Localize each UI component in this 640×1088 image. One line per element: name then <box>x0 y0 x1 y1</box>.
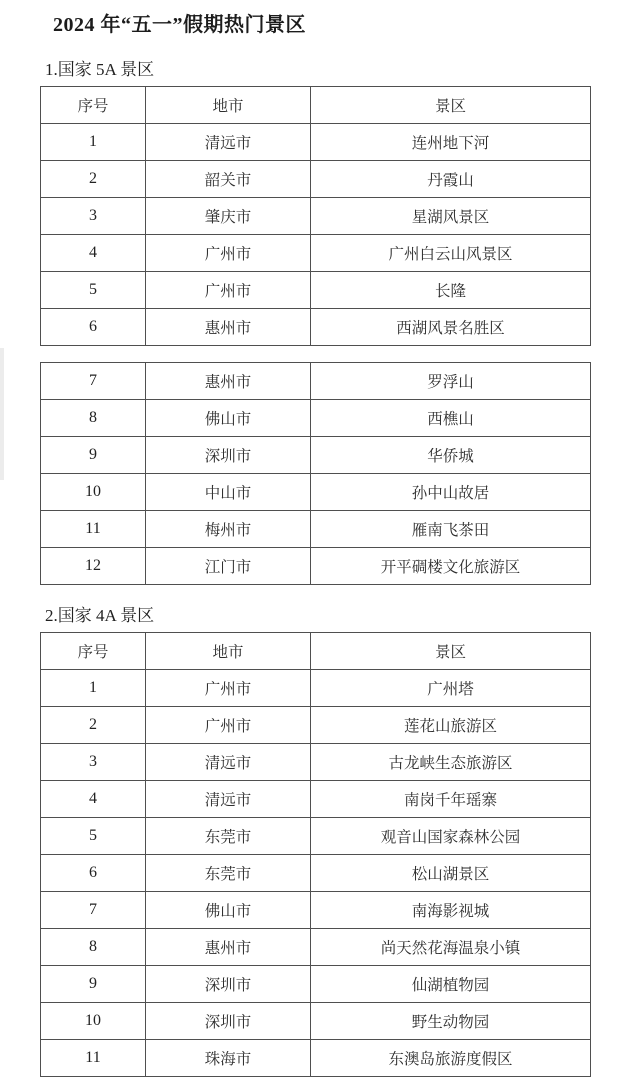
table-row <box>41 235 591 272</box>
column-header: 景区 <box>311 633 591 670</box>
cell-scenic: 仙湖植物园 <box>311 966 591 1003</box>
cell-index: 9 <box>41 966 146 1003</box>
cell-scenic: 广州白云山风景区 <box>311 235 591 272</box>
table-row <box>41 1003 591 1040</box>
cell-index: 9 <box>41 437 146 474</box>
cell-scenic: 长隆 <box>311 272 591 309</box>
section-heading-4a: 2.国家 4A 景区 <box>45 606 155 625</box>
cell-scenic: 莲花山旅游区 <box>311 707 591 744</box>
cell-city: 佛山市 <box>146 400 311 437</box>
cell-index: 7 <box>41 363 146 400</box>
table-row <box>41 437 591 474</box>
section-heading-5a: 1.国家 5A 景区 <box>45 60 155 79</box>
cell-scenic: 尚天然花海温泉小镇 <box>311 929 591 966</box>
cell-city: 惠州市 <box>146 363 311 400</box>
table-row <box>41 929 591 966</box>
cell-city: 广州市 <box>146 272 311 309</box>
cell-index: 3 <box>41 198 146 235</box>
cell-scenic: 西湖风景名胜区 <box>311 309 591 346</box>
cell-scenic: 开平碉楼文化旅游区 <box>311 548 591 585</box>
column-header: 景区 <box>311 87 591 124</box>
cell-city: 广州市 <box>146 707 311 744</box>
cell-city: 佛山市 <box>146 892 311 929</box>
cell-index: 7 <box>41 892 146 929</box>
cell-index: 4 <box>41 781 146 818</box>
cell-city: 清远市 <box>146 124 311 161</box>
header-row <box>41 633 591 670</box>
cell-scenic: 西樵山 <box>311 400 591 437</box>
cell-index: 10 <box>41 1003 146 1040</box>
cell-city: 清远市 <box>146 744 311 781</box>
table-row <box>41 855 591 892</box>
cell-city: 韶关市 <box>146 161 311 198</box>
header-row <box>41 87 591 124</box>
table-row <box>41 744 591 781</box>
cell-scenic: 松山湖景区 <box>311 855 591 892</box>
column-header: 序号 <box>41 633 146 670</box>
table-4a <box>40 632 591 1077</box>
table-row <box>41 1040 591 1077</box>
table-row <box>41 309 591 346</box>
cell-index: 2 <box>41 707 146 744</box>
cell-index: 8 <box>41 929 146 966</box>
cell-index: 11 <box>41 511 146 548</box>
table-row <box>41 474 591 511</box>
table-row <box>41 707 591 744</box>
column-header: 地市 <box>146 87 311 124</box>
cell-city: 广州市 <box>146 670 311 707</box>
table-5a-part1 <box>40 86 591 346</box>
column-header: 地市 <box>146 633 311 670</box>
table-row <box>41 670 591 707</box>
cell-scenic: 罗浮山 <box>311 363 591 400</box>
cell-index: 4 <box>41 235 146 272</box>
cell-index: 12 <box>41 548 146 585</box>
cell-city: 江门市 <box>146 548 311 585</box>
table-5a-part2 <box>40 362 591 585</box>
cell-scenic: 广州塔 <box>311 670 591 707</box>
cell-city: 东莞市 <box>146 818 311 855</box>
cell-city: 清远市 <box>146 781 311 818</box>
cell-scenic: 南岗千年瑶寨 <box>311 781 591 818</box>
table-row <box>41 124 591 161</box>
table-row <box>41 400 591 437</box>
cell-city: 惠州市 <box>146 309 311 346</box>
cell-scenic: 东澳岛旅游度假区 <box>311 1040 591 1077</box>
table-row <box>41 272 591 309</box>
cell-index: 6 <box>41 309 146 346</box>
cell-index: 1 <box>41 670 146 707</box>
cell-scenic: 雁南飞茶田 <box>311 511 591 548</box>
cell-city: 东莞市 <box>146 855 311 892</box>
cell-scenic: 连州地下河 <box>311 124 591 161</box>
cell-scenic: 星湖风景区 <box>311 198 591 235</box>
cell-city: 深圳市 <box>146 1003 311 1040</box>
cell-index: 11 <box>41 1040 146 1077</box>
cell-city: 惠州市 <box>146 929 311 966</box>
cell-city: 珠海市 <box>146 1040 311 1077</box>
table-row <box>41 511 591 548</box>
cell-index: 3 <box>41 744 146 781</box>
cell-scenic: 华侨城 <box>311 437 591 474</box>
cell-scenic: 野生动物园 <box>311 1003 591 1040</box>
cell-index: 5 <box>41 272 146 309</box>
table-row <box>41 198 591 235</box>
cell-city: 肇庆市 <box>146 198 311 235</box>
cell-index: 2 <box>41 161 146 198</box>
cell-scenic: 孙中山故居 <box>311 474 591 511</box>
table-row <box>41 781 591 818</box>
cell-city: 梅州市 <box>146 511 311 548</box>
cell-index: 10 <box>41 474 146 511</box>
table-row <box>41 363 591 400</box>
table-row <box>41 818 591 855</box>
cell-index: 6 <box>41 855 146 892</box>
table-row <box>41 161 591 198</box>
cell-index: 1 <box>41 124 146 161</box>
cell-city: 深圳市 <box>146 966 311 1003</box>
table-row <box>41 966 591 1003</box>
table-row <box>41 548 591 585</box>
cell-city: 广州市 <box>146 235 311 272</box>
cell-index: 8 <box>41 400 146 437</box>
table-row <box>41 892 591 929</box>
scan-artifact-left-edge <box>0 348 4 480</box>
cell-scenic: 古龙峡生态旅游区 <box>311 744 591 781</box>
cell-city: 中山市 <box>146 474 311 511</box>
cell-scenic: 观音山国家森林公园 <box>311 818 591 855</box>
page-title: 2024 年“五一”假期热门景区 <box>53 14 306 36</box>
cell-index: 5 <box>41 818 146 855</box>
cell-city: 深圳市 <box>146 437 311 474</box>
column-header: 序号 <box>41 87 146 124</box>
cell-scenic: 丹霞山 <box>311 161 591 198</box>
cell-scenic: 南海影视城 <box>311 892 591 929</box>
